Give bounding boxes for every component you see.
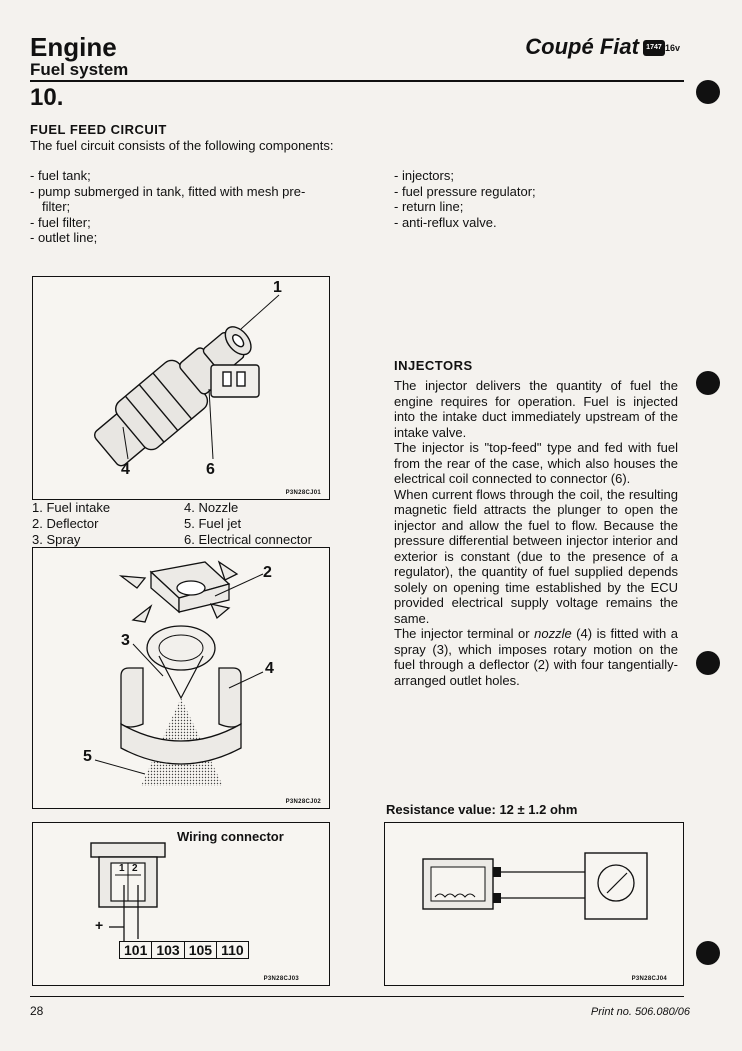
header-rule <box>30 80 684 82</box>
figure-code: P3N28CJ02 <box>285 799 321 805</box>
paragraph: When current flows through the coil, the resulting magnetic field attracts the plunger to open the injector and allow the fuel to flow. Because the pressure differential between injector interior and exterior is constant (due to the presence of a regulator), the quantity of fuel supplied depends solely on opening time established by the ECU provided electrical supply voltage remains the same. <box>394 486 678 626</box>
callout-3: 3 <box>121 632 130 649</box>
feed-list-left <box>30 168 330 246</box>
brand-name: Coupé Fiat <box>525 34 639 59</box>
paragraph: The injector terminal or nozzle (4) is fitted with a spray (3), which imposes rotary motion on the fuel through a deflector (2) with four tangentially-arranged outlet holes. <box>394 626 678 688</box>
injector-figure <box>32 276 330 500</box>
subsection-title: Fuel system <box>30 60 129 79</box>
brand-title <box>525 34 680 60</box>
figure-code: P3N28CJ03 <box>263 976 299 982</box>
feed-list-right <box>394 168 694 230</box>
brand-logo-icon: 1747 <box>643 40 665 56</box>
footer-rule <box>30 996 684 997</box>
list-item: - outlet line; <box>30 230 330 246</box>
nozzle-figure <box>32 547 330 809</box>
terminal-codes <box>119 941 249 959</box>
callout-4: 4 <box>265 660 274 677</box>
wiring-figure <box>32 822 330 986</box>
legend-item: 6. Electrical connector <box>184 532 312 547</box>
injectors-body <box>394 378 678 688</box>
page-number: 28 <box>30 1004 44 1018</box>
legend-item: 2. Deflector <box>32 516 99 531</box>
pin-1: 1 <box>119 863 125 874</box>
terminal-code: 101 <box>120 942 152 958</box>
wiring-drawing <box>33 823 329 985</box>
callout-1: 1 <box>273 279 282 296</box>
figure-code: P3N28CJ01 <box>285 490 321 496</box>
list-item: - anti-reflux valve. <box>394 215 694 231</box>
binder-hole-icon <box>696 80 720 104</box>
feed-heading: FUEL FEED CIRCUIT <box>30 122 167 137</box>
pin-2: 2 <box>132 863 138 874</box>
figure-code: P3N28CJ04 <box>631 976 667 982</box>
ohmmeter-drawing <box>385 823 683 985</box>
print-number: Print no. 506.080/06 <box>590 1006 690 1018</box>
resistance-figure <box>384 822 684 986</box>
callout-6: 6 <box>206 461 215 478</box>
list-item: - return line; <box>394 199 694 215</box>
list-item: - fuel pressure regulator; <box>394 184 694 200</box>
injector-drawing <box>33 277 329 499</box>
callout-5: 5 <box>83 748 92 765</box>
list-item: - fuel tank; <box>30 168 330 184</box>
list-item: - fuel filter; <box>30 215 330 231</box>
binder-hole-icon <box>696 651 720 675</box>
legend-left <box>32 500 110 548</box>
nozzle-drawing <box>33 548 329 808</box>
feed-intro: The fuel circuit consists of the following components: <box>30 138 334 153</box>
callout-4: 4 <box>121 461 130 478</box>
terminal-code: 103 <box>152 942 184 958</box>
section-number: 10. <box>30 84 64 111</box>
wiring-label: Wiring connector <box>177 829 284 844</box>
terminal-code: 110 <box>221 942 244 958</box>
resistance-label: Resistance value: 12 ± 1.2 ohm <box>386 802 578 817</box>
paragraph: The injector delivers the quantity of fuel the engine requires for operation. Fuel is injected into the intake duct immediately upstream of the intake valve. <box>394 378 678 440</box>
legend-right <box>184 500 312 548</box>
legend-item: 3. Spray <box>32 532 81 547</box>
binder-hole-icon <box>696 941 720 965</box>
list-item: - pump submerged in tank, fitted with mesh pre-filter; <box>30 184 330 215</box>
brand-suffix: 16v <box>664 43 680 54</box>
list-item: - injectors; <box>394 168 694 184</box>
section-title: Engine <box>30 32 117 62</box>
paragraph: The injector is "top-feed" type and fed with fuel from the rear of the case, which also houses the electrical coil connected to connector (6). <box>394 440 678 486</box>
legend-item: 5. Fuel jet <box>184 516 242 531</box>
callout-2: 2 <box>263 564 272 581</box>
injectors-heading: INJECTORS <box>394 358 473 373</box>
binder-hole-icon <box>696 371 720 395</box>
legend-item: 1. Fuel intake <box>32 500 111 515</box>
legend-item: 4. Nozzle <box>184 500 239 515</box>
plus-sign: + <box>95 917 104 933</box>
terminal-code: 105 <box>185 942 217 958</box>
